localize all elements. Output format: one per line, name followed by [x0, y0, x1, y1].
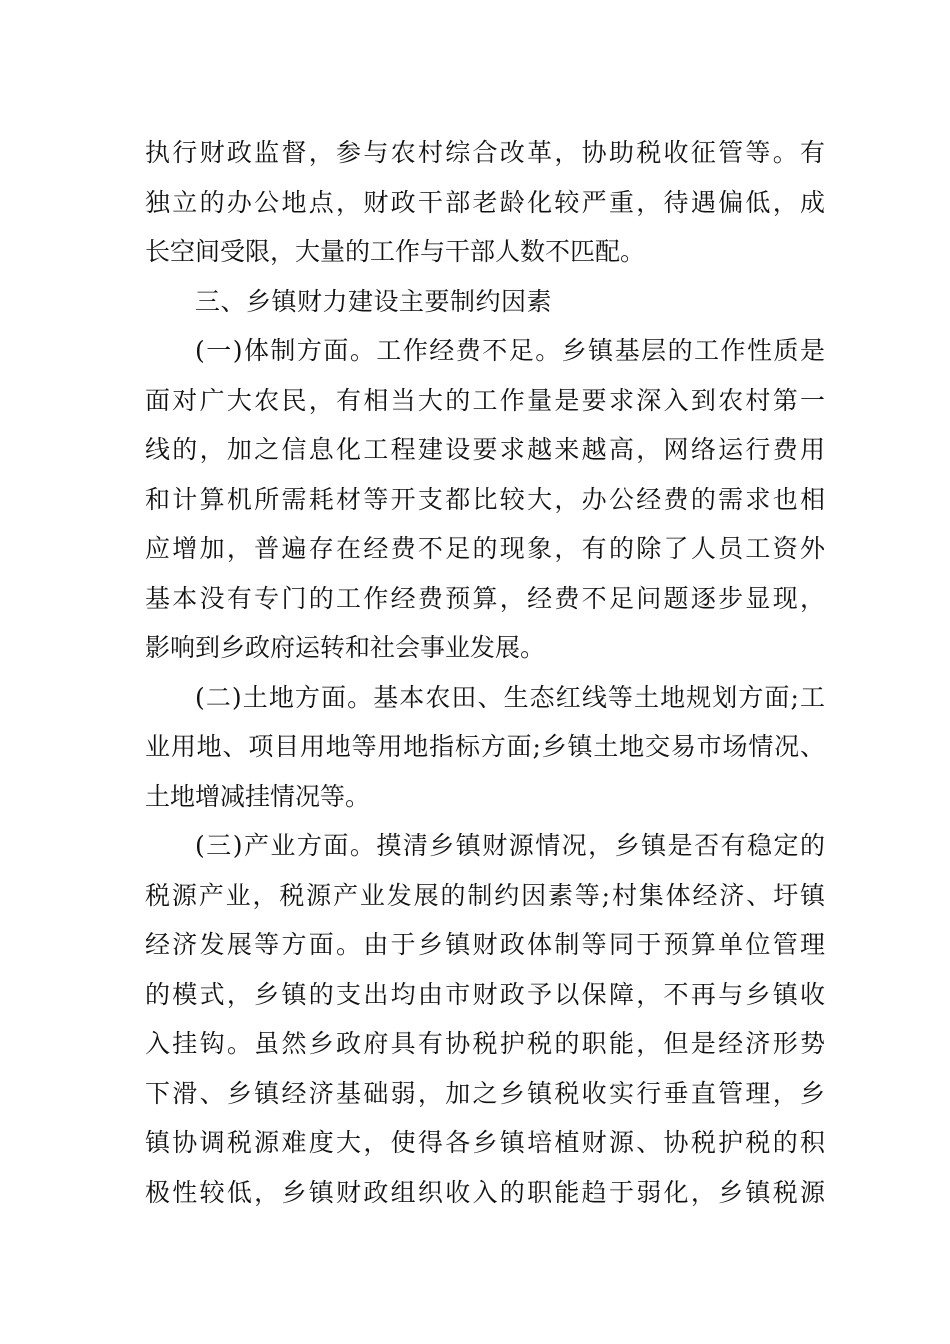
text-line: 镇协调税源难度大，使得各乡镇培植财源、协税护税的积 [145, 1128, 825, 1157]
text-line: 和计算机所需耗材等开支都比较大，办公经费的需求也相 [145, 484, 825, 514]
text-line: 长空间受限，大量的工作与干部人数不匹配。 [145, 237, 646, 266]
text-line: 税源产业，税源产业发展的制约因素等;村集体经济、圩镇 [145, 880, 825, 910]
text-line: 土地增减挂情况等。 [145, 781, 371, 811]
section-heading: 三、乡镇财力建设主要制约因素 [195, 286, 553, 316]
text-line: 业用地、项目用地等用地指标方面;乡镇土地交易市场情况、 [145, 732, 825, 761]
text-line: 面对广大农民，有相当大的工作量是要求深入到农村第一 [145, 385, 825, 415]
document-body [145, 128, 825, 1217]
text-line: 执行财政监督，参与农村综合改革，协助税收征管等。有 [145, 138, 825, 167]
text-line: 经济发展等方面。由于乡镇财政体制等同于预算单位管理 [145, 930, 825, 959]
text-line: 的模式，乡镇的支出均由市财政予以保障，不再与乡镇收 [145, 979, 825, 1009]
text-line: 独立的办公地点，财政干部老龄化较严重，待遇偏低，成 [145, 187, 825, 217]
text-line: (一)体制方面。工作经费不足。乡镇基层的工作性质是 [195, 336, 825, 365]
text-line: 应增加，普遍存在经费不足的现象，有的除了人员工资外 [145, 534, 825, 563]
text-line: (三)产业方面。摸清乡镇财源情况，乡镇是否有稳定的 [195, 831, 825, 860]
text-line: 入挂钩。虽然乡政府具有协税护税的职能，但是经济形势 [145, 1029, 825, 1058]
text-line: 极性较低，乡镇财政组织收入的职能趋于弱化，乡镇税源 [145, 1177, 825, 1207]
text-line: 基本没有专门的工作经费预算，经费不足问题逐步显现， [145, 583, 825, 613]
text-line: 线的，加之信息化工程建设要求越来越高，网络运行费用 [145, 435, 825, 464]
text-line: 影响到乡政府运转和社会事业发展。 [145, 633, 546, 662]
text-line: (二)土地方面。基本农田、生态红线等土地规划方面;工 [195, 682, 825, 712]
text-line: 下滑、乡镇经济基础弱，加之乡镇税收实行垂直管理，乡 [145, 1078, 825, 1108]
